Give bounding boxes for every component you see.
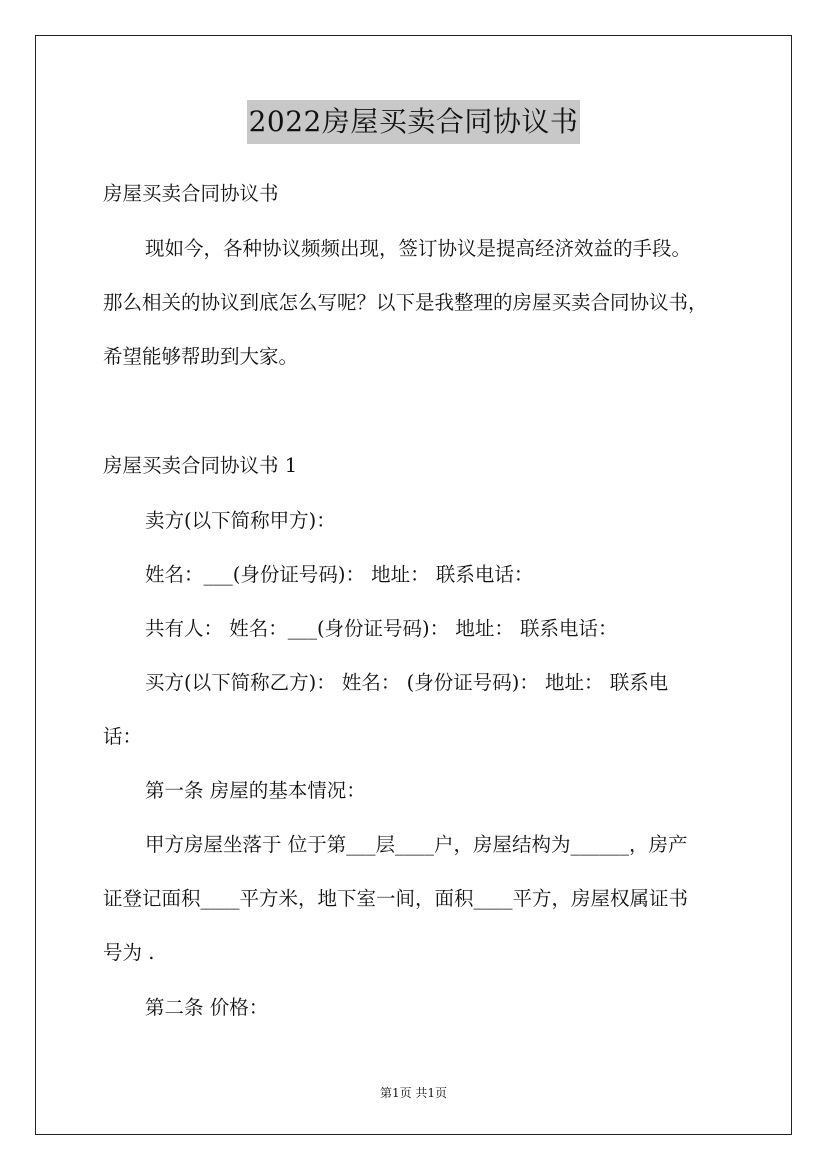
intro-line-1: 现如今，各种协议频频出现，签订协议是提高经济效益的手段。 bbox=[145, 237, 692, 260]
document-title: 2022房屋买卖合同协议书 bbox=[247, 100, 581, 144]
seller-details: 姓名：___(身份证号码)： 地址： 联系电话： bbox=[145, 563, 534, 586]
intro-line-3: 希望能够帮助到大家。 bbox=[103, 345, 299, 368]
buyer-line-2: 话： bbox=[103, 725, 143, 748]
article-1-heading: 第一条 房屋的基本情况： bbox=[145, 779, 366, 802]
title-container bbox=[0, 100, 827, 144]
intro-line-2: 那么相关的协议到底怎么写呢？以下是我整理的房屋买卖合同协议书， bbox=[103, 291, 708, 314]
section-heading: 房屋买卖合同协议书 1 bbox=[103, 454, 298, 477]
co-owner-details: 共有人： 姓名：___(身份证号码)： 地址： 联系电话： bbox=[145, 617, 618, 640]
article-2-heading: 第二条 价格： bbox=[145, 996, 269, 1019]
page-footer: 第1页 共1页 bbox=[379, 1086, 448, 1100]
document-subtitle: 房屋买卖合同协议书 bbox=[103, 182, 279, 205]
article-1-line-2: 证登记面积____平方米，地下室一间，面积____平方，房屋权属证书 bbox=[103, 887, 689, 910]
seller-label: 卖方(以下简称甲方)： bbox=[145, 509, 336, 532]
buyer-line-1: 买方(以下简称乙方)： 姓名： (身份证号码)： 地址： 联系电 bbox=[145, 671, 669, 694]
article-1-line-1: 甲方房屋坐落于 位于第___层____户，房屋结构为______，房产 bbox=[145, 833, 688, 856]
article-1-line-3: 号为 . bbox=[103, 941, 155, 964]
